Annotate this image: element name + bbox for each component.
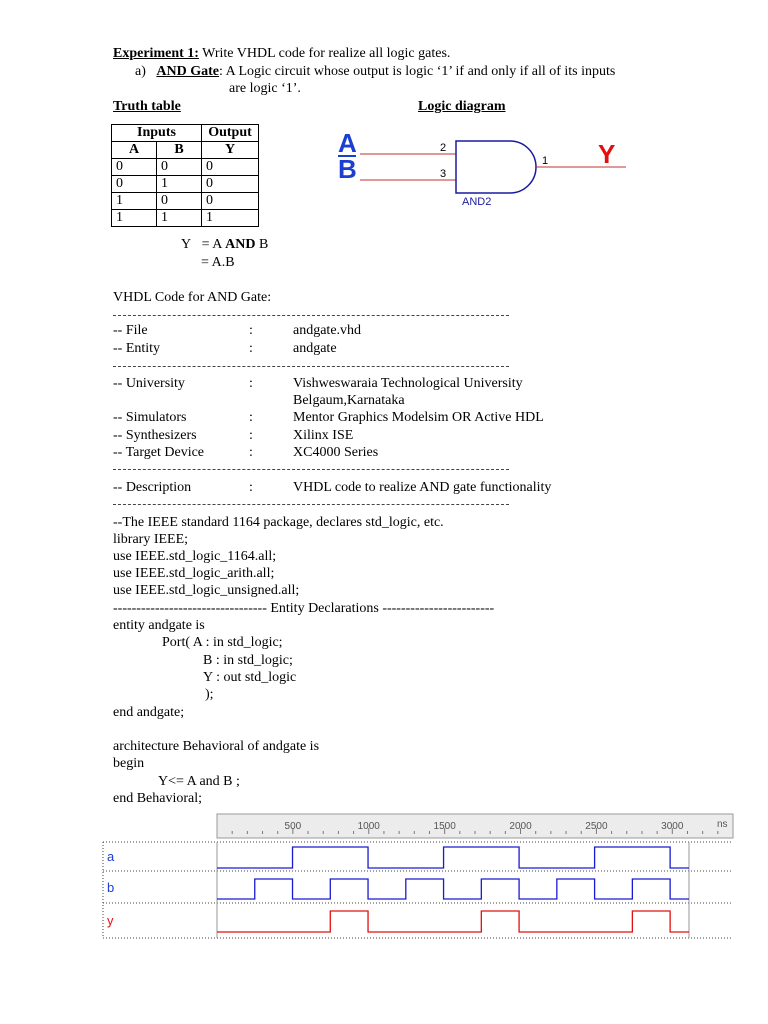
cell: 1	[202, 210, 259, 227]
header-output: Output	[202, 125, 259, 142]
truth-table-title: Truth table	[113, 99, 181, 114]
hdr-value: andgate	[293, 341, 337, 356]
hdr-key: -- Synthesizers	[113, 428, 197, 443]
equation-pre: = A	[201, 237, 226, 252]
input-b-label: B	[338, 154, 357, 184]
section-a-title: AND Gate	[156, 64, 219, 79]
experiment-heading	[113, 45, 450, 62]
table-row	[112, 210, 259, 227]
ruler-tick-label: 500	[284, 821, 302, 832]
ruler-tick-label: 2500	[585, 821, 608, 832]
code-title: VHDL Code for AND Gate:	[113, 290, 272, 305]
cell: 0	[112, 176, 157, 193]
hdr-sep: :	[249, 480, 253, 495]
input-a-label: A	[338, 128, 357, 158]
cell: 0	[202, 193, 259, 210]
section-a-line2: are logic ‘1’.	[229, 81, 301, 96]
hdr-value: XC4000 Series	[293, 445, 379, 460]
and-gate-body	[456, 141, 536, 193]
waveform-panel	[100, 812, 736, 940]
and-gate-diagram	[330, 125, 640, 215]
code-line: use IEEE.std_logic_1164.all;	[113, 549, 277, 564]
hdr-value: Belgaum,Karnataka	[293, 393, 405, 408]
signal-label-b: b	[107, 880, 115, 895]
code-line: Y : out std_logic	[203, 670, 297, 685]
col-b: B	[157, 142, 202, 159]
signal-label-y: y	[107, 913, 114, 928]
code-line: B : in std_logic;	[203, 653, 293, 668]
cell: 1	[112, 210, 157, 227]
time-unit: ns	[717, 819, 728, 830]
code-line: begin	[113, 756, 145, 771]
ruler-tick-label: 1500	[433, 821, 456, 832]
hdr-key: -- University	[113, 376, 185, 391]
divider	[113, 504, 509, 505]
col-y: Y	[202, 142, 259, 159]
equation-line2: = A.B	[201, 255, 235, 270]
ruler-tick-label: 1000	[357, 821, 380, 832]
equation-lhs: Y	[181, 237, 192, 252]
cell: 0	[157, 193, 202, 210]
signal-label-a: a	[107, 849, 115, 864]
hdr-sep: :	[249, 341, 253, 356]
truth-table	[111, 124, 259, 227]
experiment-text: Write VHDL code for realize all logic gates.	[198, 46, 451, 61]
cell: 1	[157, 210, 202, 227]
output-y-label: Y	[598, 139, 616, 169]
cell: 1	[112, 193, 157, 210]
divider	[113, 366, 509, 367]
hdr-value: VHDL code to realize AND gate functionality	[293, 480, 552, 495]
code-line: --------------------------------- Entity Declarations ------------------------	[113, 601, 495, 616]
hdr-value: Mentor Graphics Modelsim OR Active HDL	[293, 410, 544, 425]
hdr-sep: :	[249, 445, 253, 460]
cell: 0	[202, 159, 259, 176]
hdr-sep: :	[249, 376, 253, 391]
code-line: entity andgate is	[113, 618, 205, 633]
cell: 0	[157, 159, 202, 176]
divider	[113, 469, 509, 470]
logic-diagram-title: Logic diagram	[418, 99, 506, 114]
pin-b: 3	[440, 168, 447, 180]
pin-a: 2	[440, 142, 447, 154]
ruler-tick-label: 3000	[661, 821, 684, 832]
hdr-key: -- File	[113, 323, 148, 338]
hdr-key: -- Simulators	[113, 410, 187, 425]
hdr-key: -- Target Device	[113, 445, 205, 460]
code-line: end andgate;	[113, 705, 185, 720]
cell: 0	[202, 176, 259, 193]
hdr-value: Xilinx ISE	[293, 428, 354, 443]
code-line: Port( A : in std_logic;	[162, 635, 283, 650]
code-line: Y<= A and B ;	[158, 774, 240, 789]
hdr-sep: :	[249, 323, 253, 338]
hdr-sep: :	[249, 410, 253, 425]
code-line: use IEEE.std_logic_arith.all;	[113, 566, 275, 581]
code-line: --The IEEE standard 1164 package, declares std_logic, etc.	[113, 515, 444, 530]
section-a-line1	[135, 63, 615, 80]
experiment-label: Experiment 1:	[113, 46, 199, 61]
signal-area	[103, 842, 733, 938]
equation-op: AND	[225, 237, 256, 252]
hdr-sep: :	[249, 428, 253, 443]
table-row	[112, 193, 259, 210]
cell: 0	[112, 159, 157, 176]
table-row	[112, 159, 259, 176]
code-line: architecture Behavioral of andgate is	[113, 739, 320, 754]
cell: 1	[157, 176, 202, 193]
hdr-key: -- Description	[113, 480, 192, 495]
hdr-key: -- Entity	[113, 341, 161, 356]
code-line: );	[205, 687, 214, 702]
col-a: A	[112, 142, 157, 159]
hdr-value: andgate.vhd	[293, 323, 362, 338]
ruler-tick-label: 2000	[509, 821, 532, 832]
hdr-value: Vishweswaraia Technological University	[293, 376, 523, 391]
section-a-desc: : A Logic circuit whose output is logic ‘1’ if and only if all of its inputs	[219, 64, 616, 79]
code-line: use IEEE.std_logic_unsigned.all;	[113, 583, 300, 598]
equation-line1	[181, 236, 268, 253]
pin-y: 1	[542, 155, 549, 167]
code-line: end Behavioral;	[113, 791, 203, 806]
header-inputs: Inputs	[112, 125, 202, 142]
gate-label: AND2	[462, 196, 492, 208]
section-a-prefix: a)	[135, 64, 146, 79]
divider	[113, 315, 509, 316]
table-row	[112, 176, 259, 193]
code-line: library IEEE;	[113, 532, 189, 547]
equation-post: B	[255, 237, 269, 252]
